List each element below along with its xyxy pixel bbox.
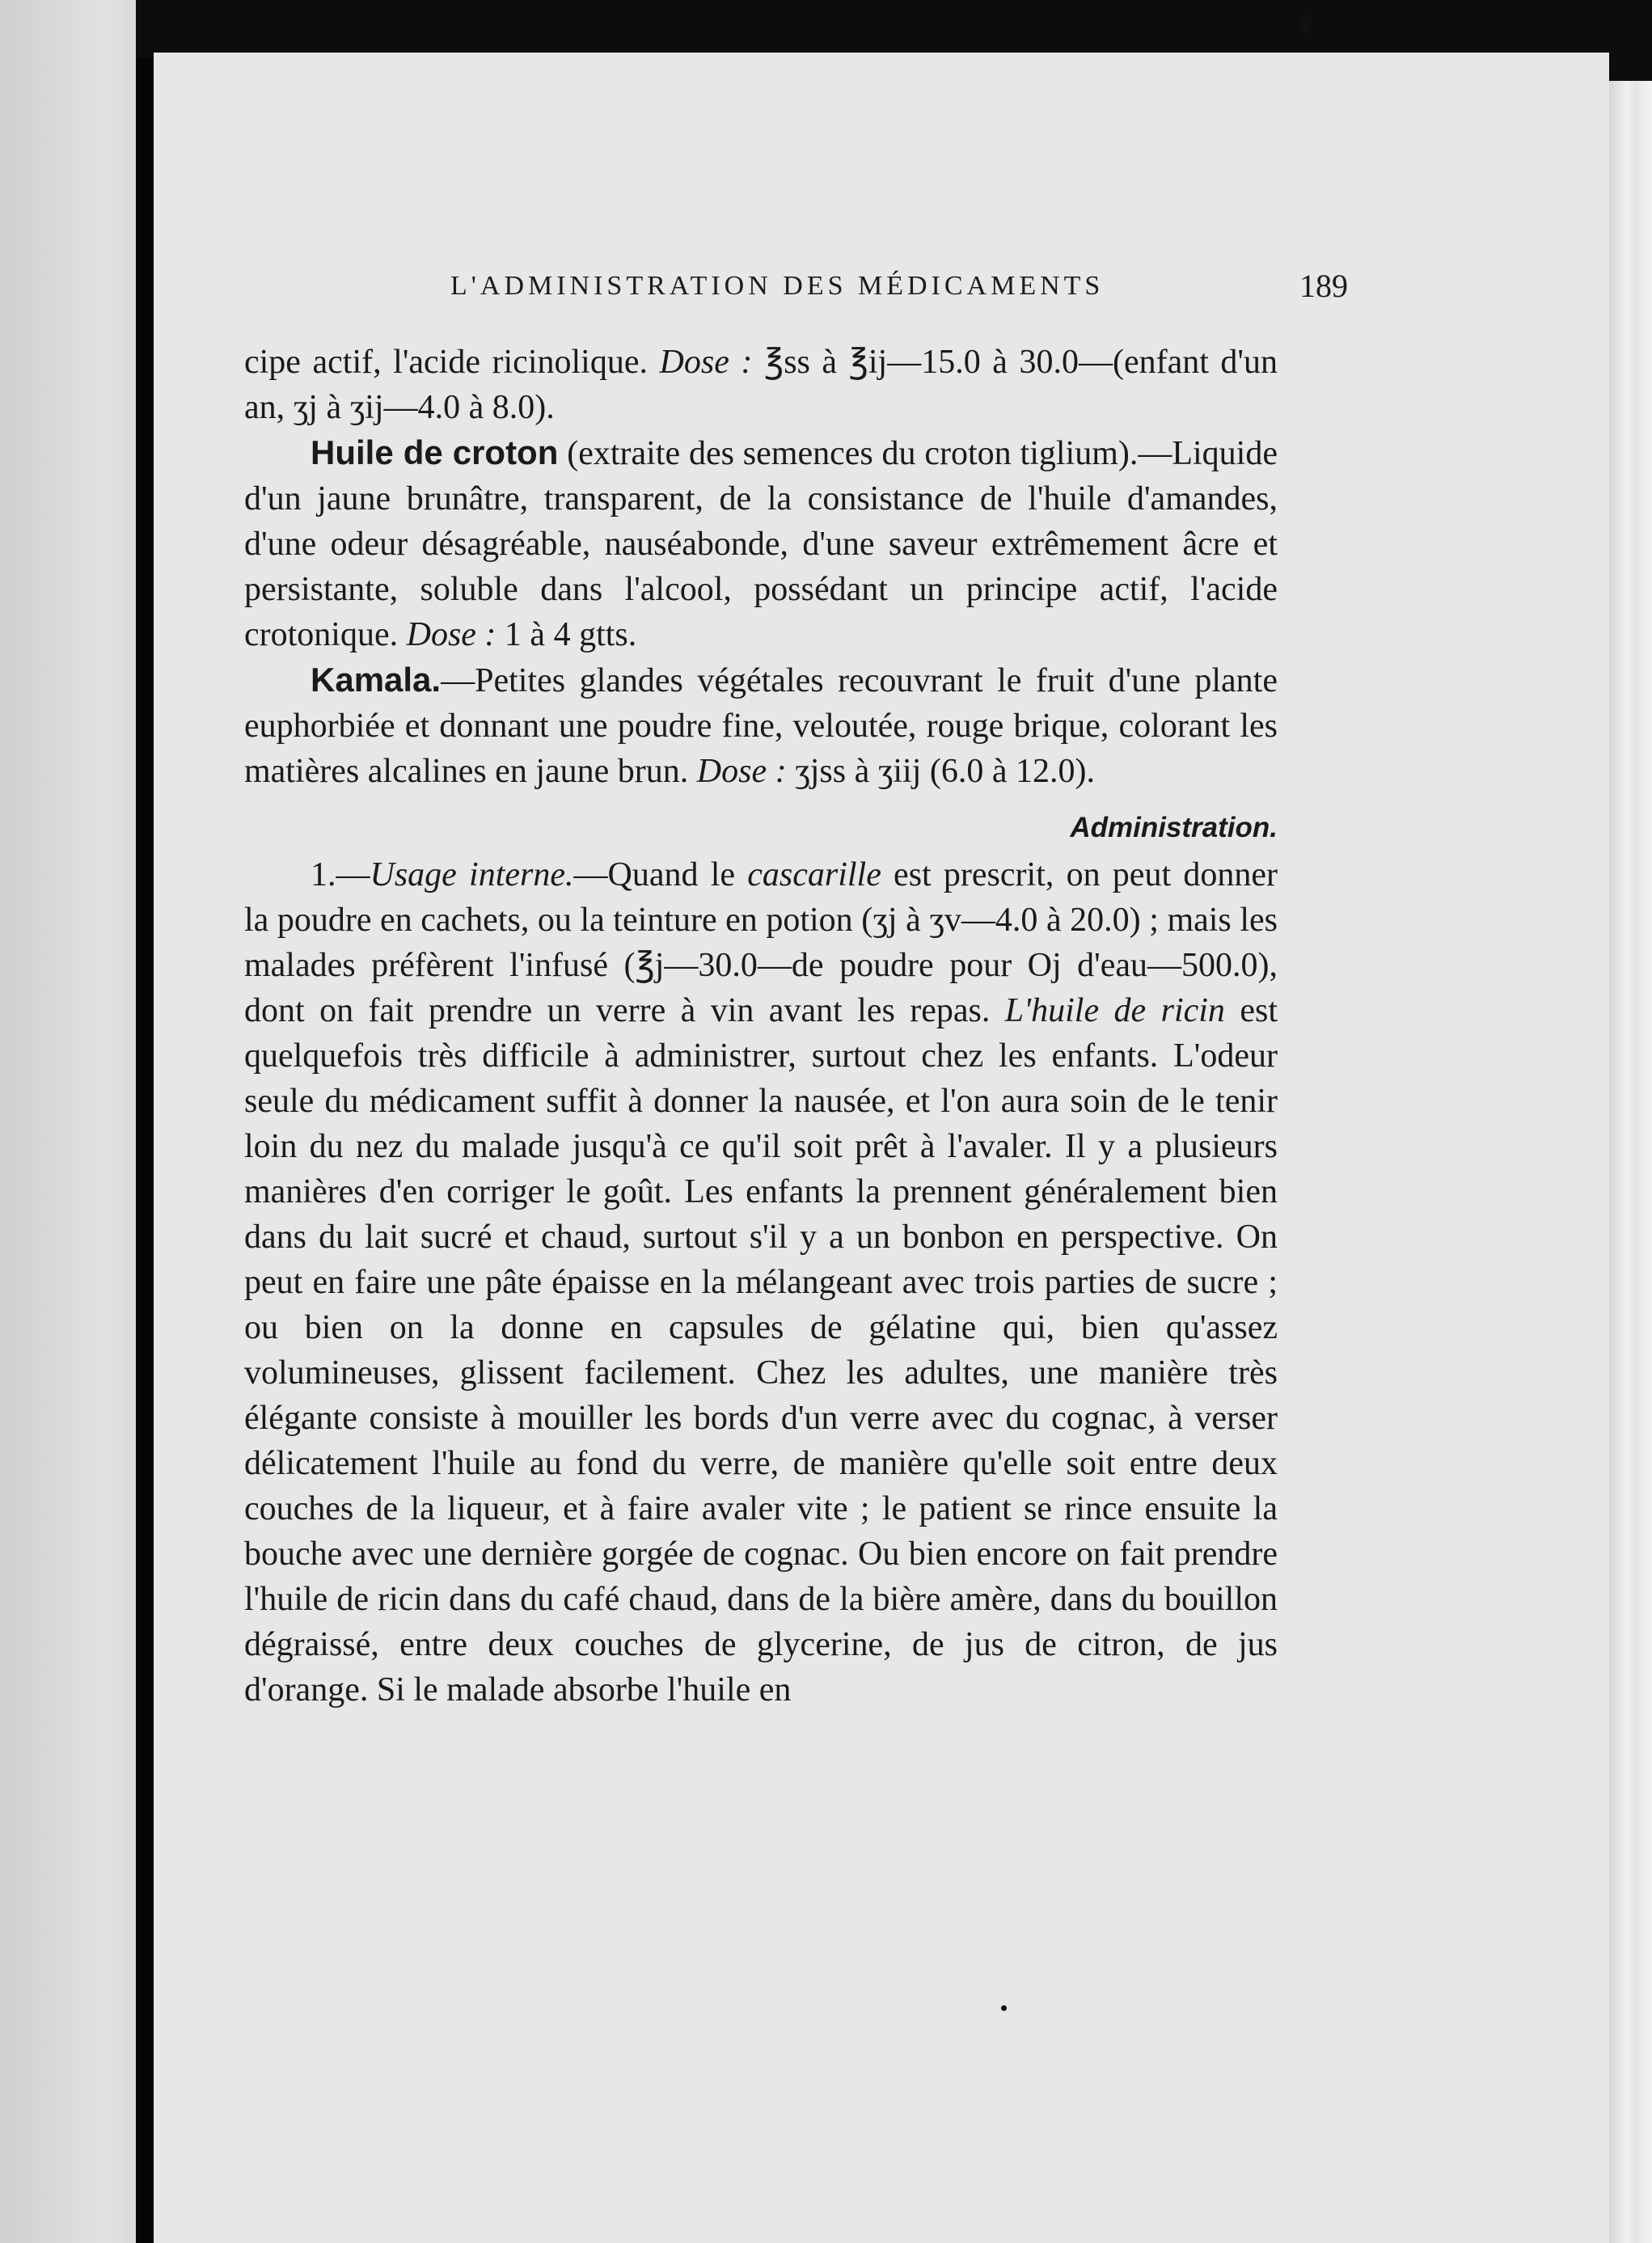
dose-label: Dose : (406, 616, 496, 653)
running-header (289, 267, 1348, 307)
entry-kamala (244, 657, 1278, 794)
book-gutter (136, 58, 154, 2243)
entry-heading: Huile de croton (311, 433, 559, 471)
text: —Quand le (573, 856, 748, 893)
entry-heading: Kamala. (311, 661, 442, 699)
entry-text: (extraite des semences du croton tiglium).—Liquide d'un jaune brunâtre, transparent, de la consistance de l'huile d'amandes, d'une odeur désagréable, nauséabonde, d'une saveur extrêmement âcre et persistante, soluble dans l'alcool, possédant un principe actif, l'acide crotonique. (244, 435, 1278, 653)
term-huile-de-ricin: L'huile de ricin (1004, 992, 1225, 1029)
usage-label: Usage interne. (370, 856, 574, 893)
lead: 1.— (311, 856, 370, 893)
text: est prescrit, on peut donner la poudre en cachets, ou la teinture en potion (ʒj à ʒv—4.0 à 20.0) ; mais les malades préfèrent l'infusé (℥j—30.0—de poudre pour Oj d'eau—500.0), dont on fait prendre un verre à vin avant les repas. (244, 856, 1278, 1029)
dose-text: ℥ss à ℥ij—15.0 à 30.0—(enfant d'un an, ʒj à ʒij—4.0 à 8.0). (244, 344, 1278, 426)
entry-huile-de-croton (244, 430, 1278, 657)
section-heading-administration: Administration. (1070, 812, 1278, 843)
dose-text: 1 à 4 gtts. (496, 616, 637, 653)
paragraph-ricin-continued (244, 340, 1278, 430)
scan-speck (1001, 2005, 1007, 2011)
page-stack-edge (1609, 81, 1652, 2243)
dose-label: Dose : (659, 344, 753, 381)
running-title: L'ADMINISTRATION DES MÉDICAMENTS (450, 271, 1105, 301)
text: est quelquefois très difficile à administrer, surtout chez les enfants. L'odeur seule du médicament suffit à donner la nausée, et l'on aura soin de le tenir loin du nez du malade jusqu'à ce qu'il soit prêt à l'avaler. Il y a plusieurs manières d'en corriger le goût. Les enfants la prennent généralement bien dans du lait sucré et chaud, surtout s'il y a un bonbon en perspective. On peut en faire une pâte épaisse en la mélangeant avec trois parties de sucre ; ou bien on la donne en capsules de gélatine qui, bien qu'assez volumineuses, glissent facilement. Chez les adultes, une manière très élégante consiste à mouiller les bords d'un verre avec du cognac, à verser délicatement l'huile au fond du verre, de manière qu'elle soit entre deux couches de la liqueur, et à faire avaler vite ; le patient se rince ensuite la bouche avec une dernière gorgée de cognac. Ou bien encore on fait prendre l'huile de ricin dans du café chaud, dans de la bière amère, dans du bouillon dégraissé, entre deux couches de glycerine, de jus de citron, de jus d'orange. Si le malade absorbe l'huile en (244, 992, 1278, 1709)
scan-speck (1300, 15, 1312, 32)
entry-text: —Petites glandes végétales recouvrant le fruit d'une plante euphorbiée et donnant une poudre fine, veloutée, rouge brique, colorant les matières alcalines en jaune brun. (244, 662, 1278, 790)
paragraph-usage-interne (244, 852, 1278, 1713)
page-number: 189 (1299, 268, 1348, 304)
dose-label: Dose : (696, 753, 787, 790)
facing-page-edge (0, 0, 136, 2243)
text: cipe actif, l'acide ricinolique. (244, 344, 660, 381)
page-body (244, 340, 1278, 1713)
dose-text: ʒjss à ʒiij (6.0 à 12.0). (786, 753, 1095, 790)
term-cascarille: cascarille (747, 856, 881, 893)
